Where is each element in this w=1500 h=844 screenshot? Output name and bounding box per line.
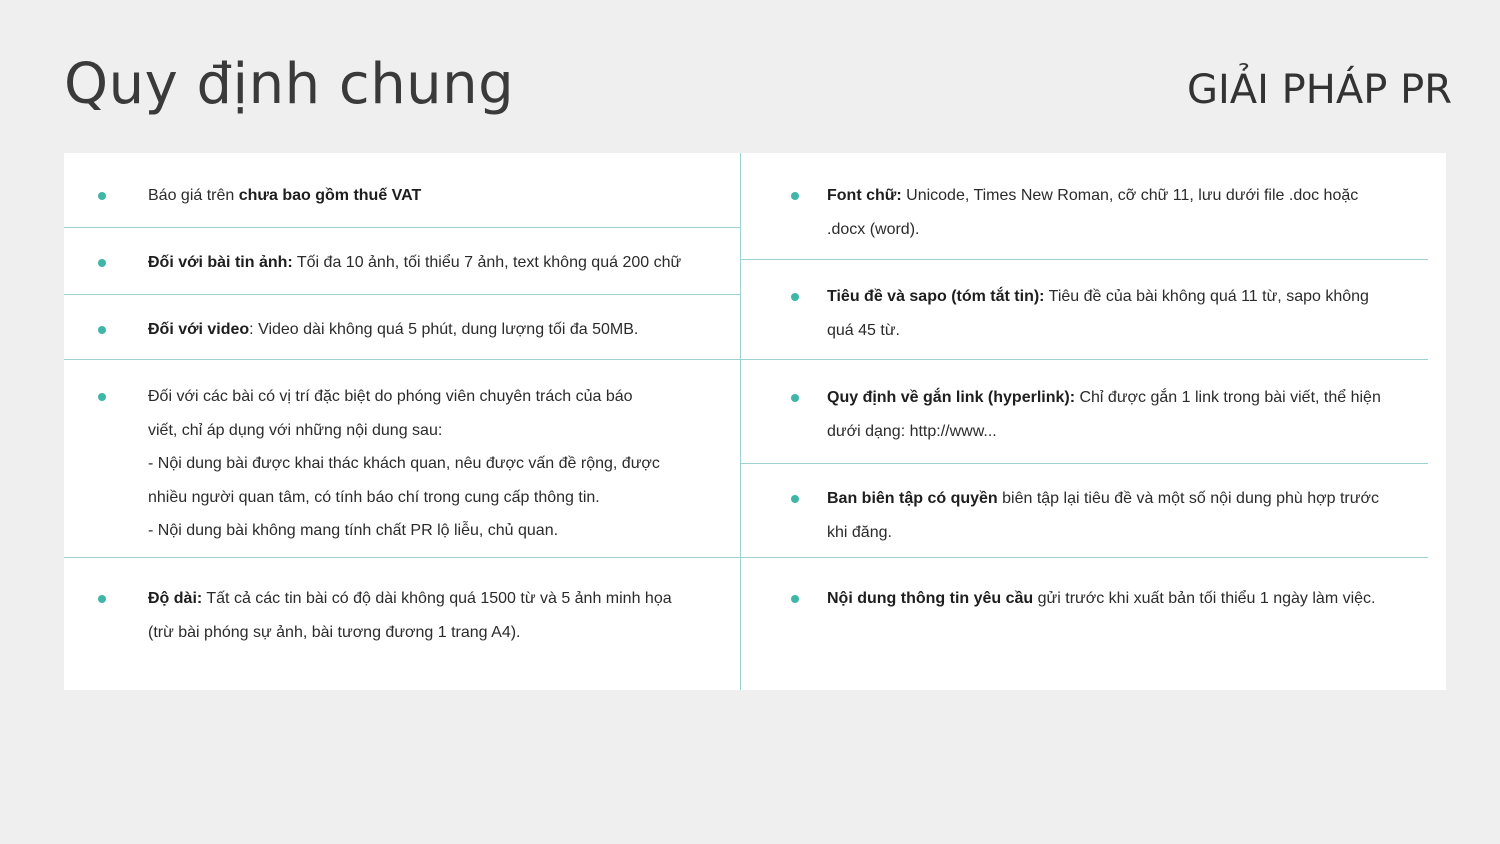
rule-line [148,616,672,650]
rule-item [827,381,1381,448]
section-label: GIẢI PHÁP PR [1187,67,1452,113]
rule-item [827,582,1376,616]
rule-text: : Video dài không quá 5 phút, dung lượng tối đa 50MB. [249,321,639,338]
row-divider [64,359,740,360]
rule-text: - Nội dung bài không mang tính chất PR lộ liễu, chủ quan. [148,522,559,539]
rule-line [148,414,660,448]
rule-item [148,246,681,280]
rule-emphasis: Đối với bài tin ảnh: [148,254,293,271]
rule-text: Báo giá trên [148,187,239,204]
rule-text: nhiều người quan tâm, có tính báo chí trong cung cấp thông tin. [148,488,600,506]
rule-line [148,380,660,414]
rule-line [148,582,672,616]
row-divider [64,227,740,228]
rule-text: biên tập lại tiêu đề và một số nội dung phù hợp trước [997,490,1379,507]
rule-line [148,481,660,515]
bullet-icon [98,259,106,267]
bullet-icon [791,595,799,603]
rule-text: Tiêu đề của bài không quá 11 từ, sapo không [1044,288,1369,305]
rule-text: - Nội dung bài được khai thác khách quan, nêu được vấn đề rộng, được [148,455,660,472]
rule-line [827,314,1369,348]
bullet-icon [791,495,799,503]
rule-line [148,246,681,280]
rule-line [827,213,1358,247]
bullet-icon [791,394,799,402]
rule-line [148,447,660,481]
rule-emphasis: Quy định về gắn link (hyperlink): [827,389,1076,406]
rule-line [148,179,421,213]
rule-line [827,179,1358,213]
rule-emphasis: chưa bao gồm thuế VAT [238,187,422,204]
rule-line [827,582,1376,616]
rule-emphasis: Ban biên tập có quyền [827,490,998,507]
rule-text: Unicode, Times New Roman, cỡ chữ 11, lưu dưới file .doc hoặc [901,187,1359,204]
rule-emphasis: Tiêu đề và sapo (tóm tắt tin): [827,288,1045,305]
row-divider [741,259,1428,260]
rule-emphasis: Nội dung thông tin yêu cầu [827,590,1034,607]
rule-text: Chỉ được gắn 1 link trong bài viết, thể hiện [1075,389,1381,406]
rule-text: (trừ bài phóng sự ảnh, bài tương đương 1 trang A4). [148,623,521,641]
bullet-icon [791,192,799,200]
row-divider [741,359,1428,360]
row-divider [741,463,1428,464]
rule-item [148,582,672,649]
bullet-icon [98,595,106,603]
rule-line [827,516,1379,550]
rule-item [827,280,1369,347]
rule-item [148,179,421,213]
rule-text: quá 45 từ. [827,321,900,339]
rule-text: khi đăng. [827,523,892,541]
rule-line [827,482,1379,516]
rule-item [148,380,660,548]
column-divider [740,153,741,690]
bullet-icon [791,293,799,301]
rule-emphasis: Font chữ: [827,187,902,204]
rule-text: Tối đa 10 ảnh, tối thiểu 7 ảnh, text không quá 200 chữ [292,254,682,271]
rule-line [827,381,1381,415]
rule-item [827,482,1379,549]
bullet-icon [98,326,106,334]
rule-text: Tất cả các tin bài có độ dài không quá 1500 từ và 5 ảnh minh họa [202,590,672,607]
rule-emphasis: Độ dài: [148,590,203,607]
page-title: Quy định chung [64,52,515,117]
rule-text: dưới dạng: http://www... [827,422,997,440]
row-divider [64,294,740,295]
bullet-icon [98,192,106,200]
rule-emphasis: Đối với video [148,321,250,338]
row-divider [741,557,1428,558]
rule-item [148,313,638,347]
rule-text: Đối với các bài có vị trí đặc biệt do phóng viên chuyên trách của báo [148,388,633,405]
rule-line [827,280,1369,314]
row-divider [64,557,740,558]
bullet-icon [98,393,106,401]
rule-line [148,514,660,548]
rule-text: .docx (word). [827,220,920,238]
rule-line [827,415,1381,449]
rule-text: viết, chỉ áp dụng với những nội dung sau: [148,421,443,439]
rule-text: gửi trước khi xuất bản tối thiểu 1 ngày làm việc. [1033,590,1376,607]
rule-item [827,179,1358,246]
rules-card [64,153,1446,690]
rule-line [148,313,638,347]
